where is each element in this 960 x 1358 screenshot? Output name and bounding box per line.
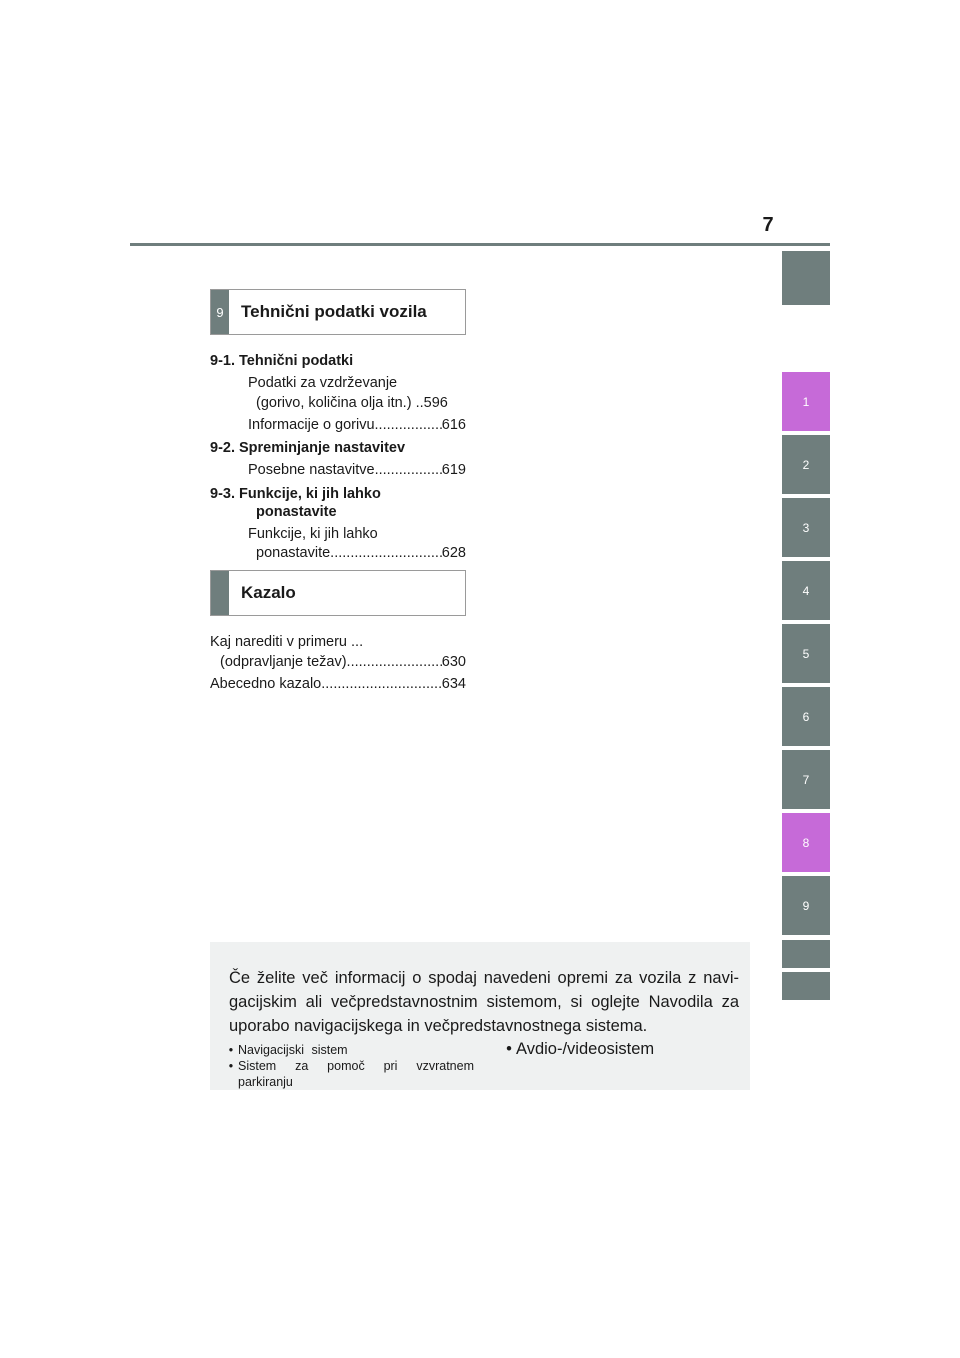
header-rule — [130, 243, 830, 246]
info-box — [210, 942, 750, 1090]
section-number-badge: 9 — [211, 290, 229, 334]
toc-entry-text: (odpravljanje težav) — [220, 654, 347, 670]
toc-leader-dots — [321, 676, 442, 692]
toc-entry-line[interactable]: Kaj narediti v primeru ... — [210, 634, 364, 650]
chapter-tab-3[interactable] — [782, 498, 830, 557]
index-section-header — [210, 570, 466, 616]
toc-entry-funkcije[interactable] — [256, 545, 466, 561]
info-text: Če želite več informacij o spodaj navedeni opremi za vozila z navi-gacijskim ali večpredstavnostnim sistemom, si oglejte Navodila za uporabo navigacijskega in večpredstavnostnega sistema. — [229, 969, 739, 1035]
chapter-tab-9[interactable] — [782, 876, 830, 935]
list-item — [224, 1042, 474, 1058]
toc-page-number: 616 — [441, 417, 466, 433]
chapter-tab-label: 2 — [802, 457, 810, 472]
toc-heading-9-2[interactable]: 9-2. Spreminjanje nastavitev — [210, 440, 406, 456]
chapter-tab-6[interactable] — [782, 687, 830, 746]
bullet-text: Navigacijski sistem — [238, 1043, 348, 1057]
toc-entry-text: Abecedno kazalo — [210, 676, 322, 692]
section-bar — [211, 571, 229, 615]
toc-page-number: 628 — [441, 545, 466, 561]
toc-entry-text: Informacije o gorivu — [248, 417, 375, 433]
toc-leader-dots — [375, 417, 442, 433]
toc-page-number: 634 — [441, 676, 466, 692]
toc-entry-line[interactable]: Funkcije, ki jih lahko — [248, 526, 378, 542]
toc-leader-dots — [330, 545, 442, 561]
chapter-tab-label: 8 — [802, 835, 810, 850]
chapter-tab-8[interactable] — [782, 813, 830, 872]
toc-entry-abecedno[interactable] — [210, 676, 466, 692]
chapter-tab-label: 1 — [802, 394, 810, 409]
chapter-tab-label: 9 — [802, 898, 810, 913]
bullet-icon: • — [228, 1059, 234, 1073]
chapter-tab-label: 3 — [802, 520, 810, 535]
toc-entry-odpravljanje[interactable] — [220, 654, 466, 670]
bullet-icon: • — [506, 1040, 512, 1058]
chapter-tab-blank-1[interactable] — [782, 940, 830, 968]
bullet-icon: • — [228, 1043, 234, 1057]
chapter-tab-blank-top[interactable] — [782, 251, 830, 305]
page-number: 7 — [762, 214, 774, 236]
bullet-text: Sistem za pomoč pri vzvratnem parkiranju — [238, 1059, 474, 1089]
toc-leader-dots — [375, 462, 442, 478]
chapter-tab-4[interactable] — [782, 561, 830, 620]
chapter-tab-label: 4 — [802, 583, 810, 598]
bullet-list-right — [502, 1040, 742, 1059]
list-item — [224, 1058, 474, 1090]
chapter-tab-label: 7 — [802, 772, 810, 787]
chapter-tab-7[interactable] — [782, 750, 830, 809]
toc-heading-9-1[interactable]: 9-1. Tehnični podatki — [210, 353, 354, 369]
section-title: Kazalo — [241, 583, 296, 602]
toc-entry-podatki[interactable] — [256, 395, 466, 411]
bullet-text: Avdio-/videosistem — [516, 1040, 655, 1058]
chapter-tab-1[interactable] — [782, 372, 830, 431]
chapter-tab-label: 6 — [802, 709, 810, 724]
toc-entry-informacije[interactable] — [248, 417, 466, 433]
section-9-header — [210, 289, 466, 335]
chapter-tab-blank-2[interactable] — [782, 972, 830, 1000]
toc-entry-text: (gorivo, količina olja itn.) .. — [256, 395, 424, 411]
toc-leader-dots — [347, 654, 442, 670]
toc-heading-9-3[interactable]: 9-3. Funkcije, ki jih lahko — [210, 486, 381, 502]
toc-page-number: 596 — [423, 395, 448, 411]
toc-page-number: 619 — [441, 462, 466, 478]
chapter-tab-label: 5 — [802, 646, 810, 661]
toc-entry-posebne[interactable] — [248, 462, 466, 478]
chapter-tab-5[interactable] — [782, 624, 830, 683]
bullet-list-left — [224, 1042, 474, 1090]
toc-page-number: 630 — [441, 654, 466, 670]
toc-entry-text: ponastavite — [256, 545, 331, 561]
toc-heading-9-3-cont[interactable]: ponastavite — [256, 504, 337, 520]
chapter-tab-2[interactable] — [782, 435, 830, 494]
section-title: Tehnični podatki vozila — [241, 302, 427, 321]
list-item — [502, 1040, 742, 1059]
toc-entry-text: Posebne nastavitve — [248, 462, 375, 478]
toc-entry-line[interactable]: Podatki za vzdrževanje — [248, 375, 398, 391]
